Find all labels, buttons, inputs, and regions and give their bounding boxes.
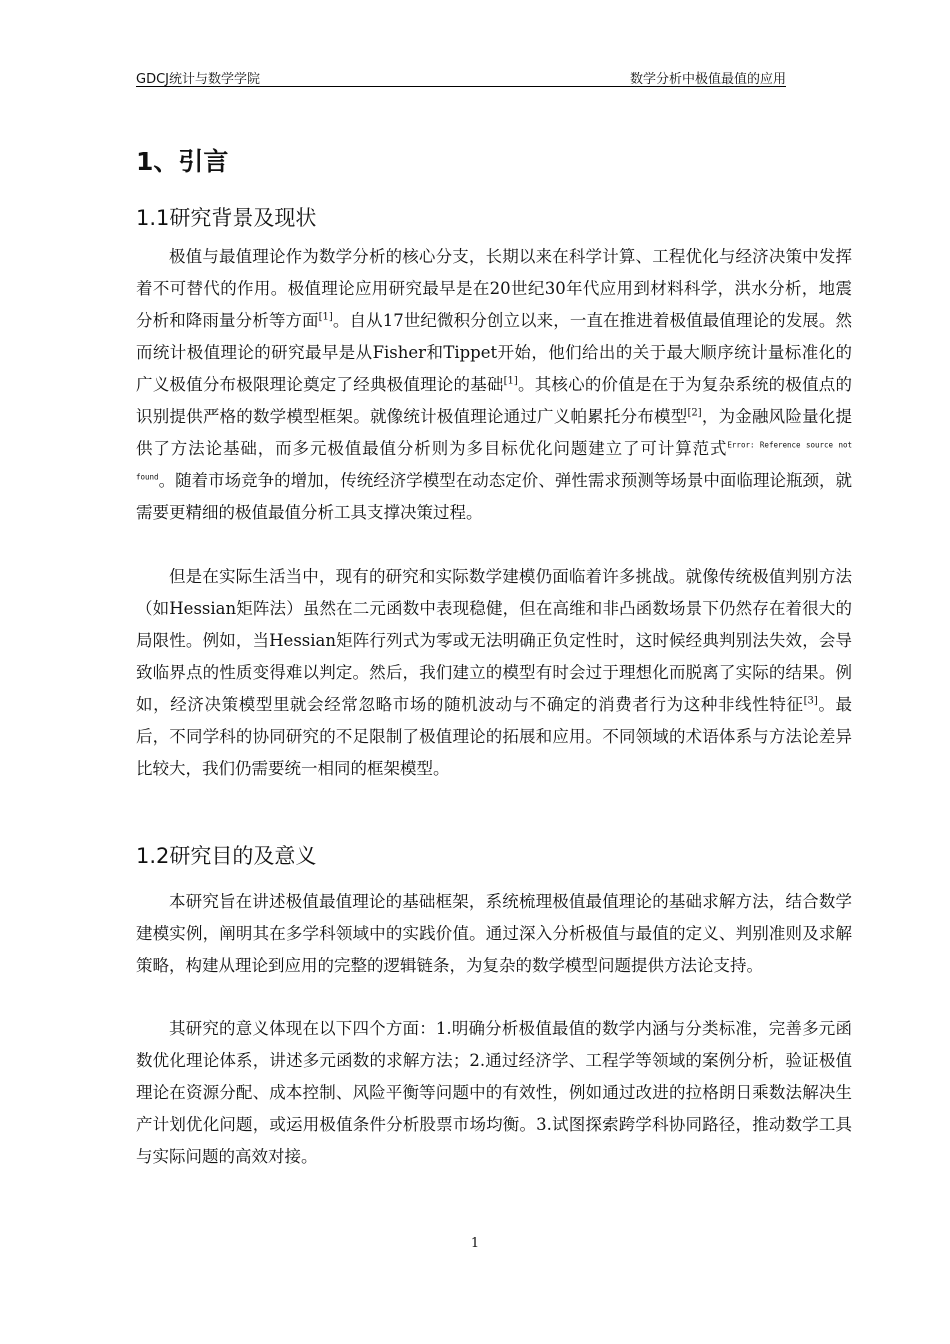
text-run: 。自从17世纪微积分创立以来，一直在推进着极值最值理论的发展。然而统计极值理论的研究最早是从Fisher和Tippet开始，他们给出的关于最大顺序统计量标准化的广义极值分布极限理论奠定了经典极值理论的基础 [136, 311, 853, 394]
page-number: 1 [470, 1236, 480, 1251]
citation-ref: [3] [803, 695, 818, 707]
text-run: ，为金融风险量化提供了方法论基础，而多元极值最值分析则为多目标优化问题建立了可计算范式 [136, 407, 853, 458]
paragraph-background [136, 241, 852, 529]
paragraph-significance: 其研究的意义体现在以下四个方面：1.明确分析极值最值的数学内涵与分类标准，完善多元函数优化理论体系，讲述多元函数的求解方法；2.通过经济学、工程学等领域的案例分析，验证极值理论在资源分配、成本控制、风险平衡等问题中的有效性，例如通过改进的拉格朗日乘数法解决生产计划优化问题，或运用极值条件分析股票市场均衡。3.试图探索跨学科协同路径，推动数学工具与实际问题的高效对接。 [136, 1019, 852, 1166]
citation-error: Error: Reference source not found [136, 440, 853, 482]
citation-ref: [2] [687, 407, 702, 419]
citation-ref: [1] [318, 311, 333, 323]
text-run: 。最后，不同学科的协同研究的不足限制了极值理论的拓展和应用。不同领域的术语体系与方法论差异比较大，我们仍需要统一相同的框架模型。 [136, 695, 853, 778]
page-header [136, 68, 786, 86]
header-rule [136, 86, 786, 87]
chapter-title: 1、引言 [136, 147, 229, 176]
text-run: 。其核心的价值是在于为复杂系统的极值点的识别提供严格的数学模型框架。就像统计极值理论通过广义帕累托分布模型 [136, 375, 853, 426]
text-run: 极值与最值理论作为数学分析的核心分支，长期以来在科学计算、工程优化与经济决策中发挥着不可替代的作用。极值理论应用研究最早是在20世纪30年代应用到材料科学，洪水分析，地震分析和降雨量分析等方面 [136, 247, 852, 330]
header-school: GDCJ统计与数学学院 [136, 72, 260, 87]
text-run: 但是在实际生活当中，现有的研究和实际数学建模仍面临着许多挑战。就像传统极值判别方法（如Hessian矩阵法）虽然在二元函数中表现稳健，但在高维和非凸函数场景下仍然存在着很大的局限性。例如，当Hessian矩阵行列式为零或无法明确正负定性时，这时候经典判别法失效，会导致临界点的性质变得难以判定。然后，我们建立的模型有时会过于理想化而脱离了实际的结果。例如，经济决策模型里就会经常忽略市场的随机波动与不确定的消费者行为这种非线性特征 [136, 567, 852, 714]
section-title-1-1: 1.1研究背景及现状 [136, 206, 317, 230]
header-title: 数学分析中极值最值的应用 [629, 72, 786, 87]
section-title-1-2: 1.2研究目的及意义 [136, 844, 317, 868]
paragraph-purpose: 本研究旨在讲述极值最值理论的基础框架，系统梳理极值最值理论的基础求解方法，结合数学建模实例，阐明其在多学科领域中的实践价值。通过深入分析极值与最值的定义、判别准则及求解策略，构建从理论到应用的完整的逻辑链条，为复杂的数学模型问题提供方法论支持。 [136, 892, 852, 975]
citation-ref: [1] [503, 375, 518, 387]
text-run: 。随着市场竞争的增加，传统经济学模型在动态定价、弹性需求预测等场景中面临理论瓶颈，就需要更精细的极值最值分析工具支撑决策过程。 [136, 471, 852, 522]
paragraph-challenges [136, 561, 852, 785]
